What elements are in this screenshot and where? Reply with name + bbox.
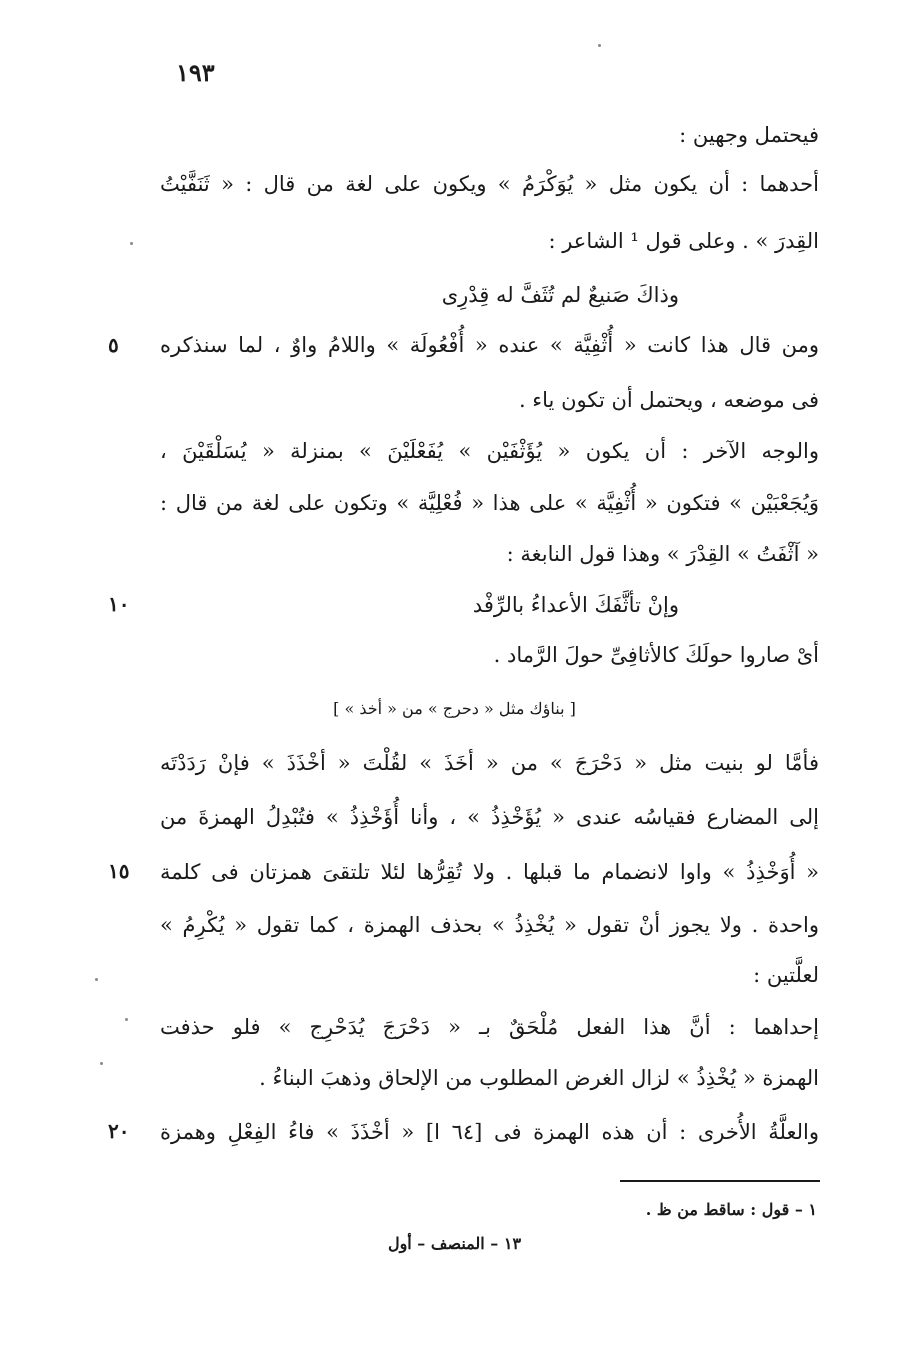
scan-speck	[125, 1018, 128, 1021]
verse-line: وإنْ تأثَّفَكَ الأعداءُ بالرِّفْد	[472, 593, 679, 617]
text-line: ومن قال هذا كانت « أُثْفِيَّة » عنده « أُفْعُولَة » واللامُ واوٌ ، لما سنذكره	[160, 333, 819, 357]
text-line: « آثْفَتُ » القِدْرَ » وهذا قول النابغة :	[506, 542, 819, 566]
text-line: والوجه الآخر : أن يكون « يُؤَثْفَيْن » يُفَعْلَيْنَ » بمنزلة « يُسَلْقَيْنَ ،	[160, 439, 819, 463]
text-line: فأمَّا لو بنيت مثل « دَحْرَجَ » من « أخَذَ » لقُلْتَ « أخْذَذَ » فإنْ رَدَدْتَه	[160, 751, 819, 775]
text-line: الهمزة « يُخْذِذُ » لزال الغرض المطلوب من الإلحاق وذهبَ البناءُ .	[259, 1066, 819, 1090]
text-line: لعلَّتين :	[753, 963, 819, 987]
running-footer: ١٣ – المنصف – أول	[387, 1234, 522, 1253]
line-number: ١٠	[108, 592, 130, 616]
page-number: ١٩٣	[176, 58, 215, 87]
line-number: ٥	[108, 333, 119, 357]
footnote: ١ – قول : ساقط من ظ .	[645, 1200, 817, 1219]
text-line: « أُوَخْذِذُ » واوا لانضمام ما قبلها . ولا تُقِرُّها لئلا تلتقىَ همزتان فى كلمة	[160, 860, 819, 884]
section-heading: [ بناؤك مثل « دحرج » من « أخذ » ]	[333, 699, 576, 718]
line-number: ٢٠	[108, 1119, 130, 1143]
footnote-divider	[620, 1180, 820, 1182]
text-line: إحداهما : أنَّ هذا الفعل مُلْحَقٌ بـ « دَحْرَجَ يُدَحْرِج » فلو حذفت	[160, 1015, 819, 1039]
text-line: والعلَّةُ الأُخرى : أن هذه الهمزة فى [٦٤ ا] « أخْذَذَ » فاءُ الفِعْلِ وهمزة	[160, 1120, 819, 1144]
text-line: أحدهما : أن يكون مثل « يُوَكْرَمُ » ويكون على لغة من قال : « ثَنَفَّيْتُ	[160, 172, 819, 196]
scan-speck	[130, 242, 133, 245]
text-line: وَيُجَعْبَيْن » فتكون « أُثْفِيَّة » على هذا « فُعْلِيَّة » وتكون على لغة من قال :	[160, 491, 819, 515]
verse-line: وذاكَ صَنيعٌ لم تُثَفَّ له قِدْرِى	[441, 283, 679, 307]
scan-speck	[95, 978, 98, 981]
scan-speck	[598, 44, 601, 47]
text-line: فيحتمل وجهين :	[679, 123, 819, 147]
text-line: القِدرَ » . وعلى قول ¹ الشاعر :	[548, 229, 819, 253]
text-line: أىْ صاروا حولَكَ كالأثافِىِّ حولَ الرَّماد .	[493, 643, 819, 667]
text-line: واحدة . ولا يجوز أنْ تقول « يُخْذِذُ » بحذف الهمزة ، كما تقول « يُكْرِمُ »	[160, 913, 819, 937]
text-line: إلى المضارع فقياسُه عندى « يُؤَخْذِذُ » ، وأنا أُؤَخْذِذُ » فتُبْدِلُ الهمزةَ من	[160, 805, 819, 829]
line-number: ١٥	[108, 859, 130, 883]
scan-speck	[100, 1062, 103, 1065]
text-line: فى موضعه ، ويحتمل أن تكون ياء .	[518, 388, 819, 412]
